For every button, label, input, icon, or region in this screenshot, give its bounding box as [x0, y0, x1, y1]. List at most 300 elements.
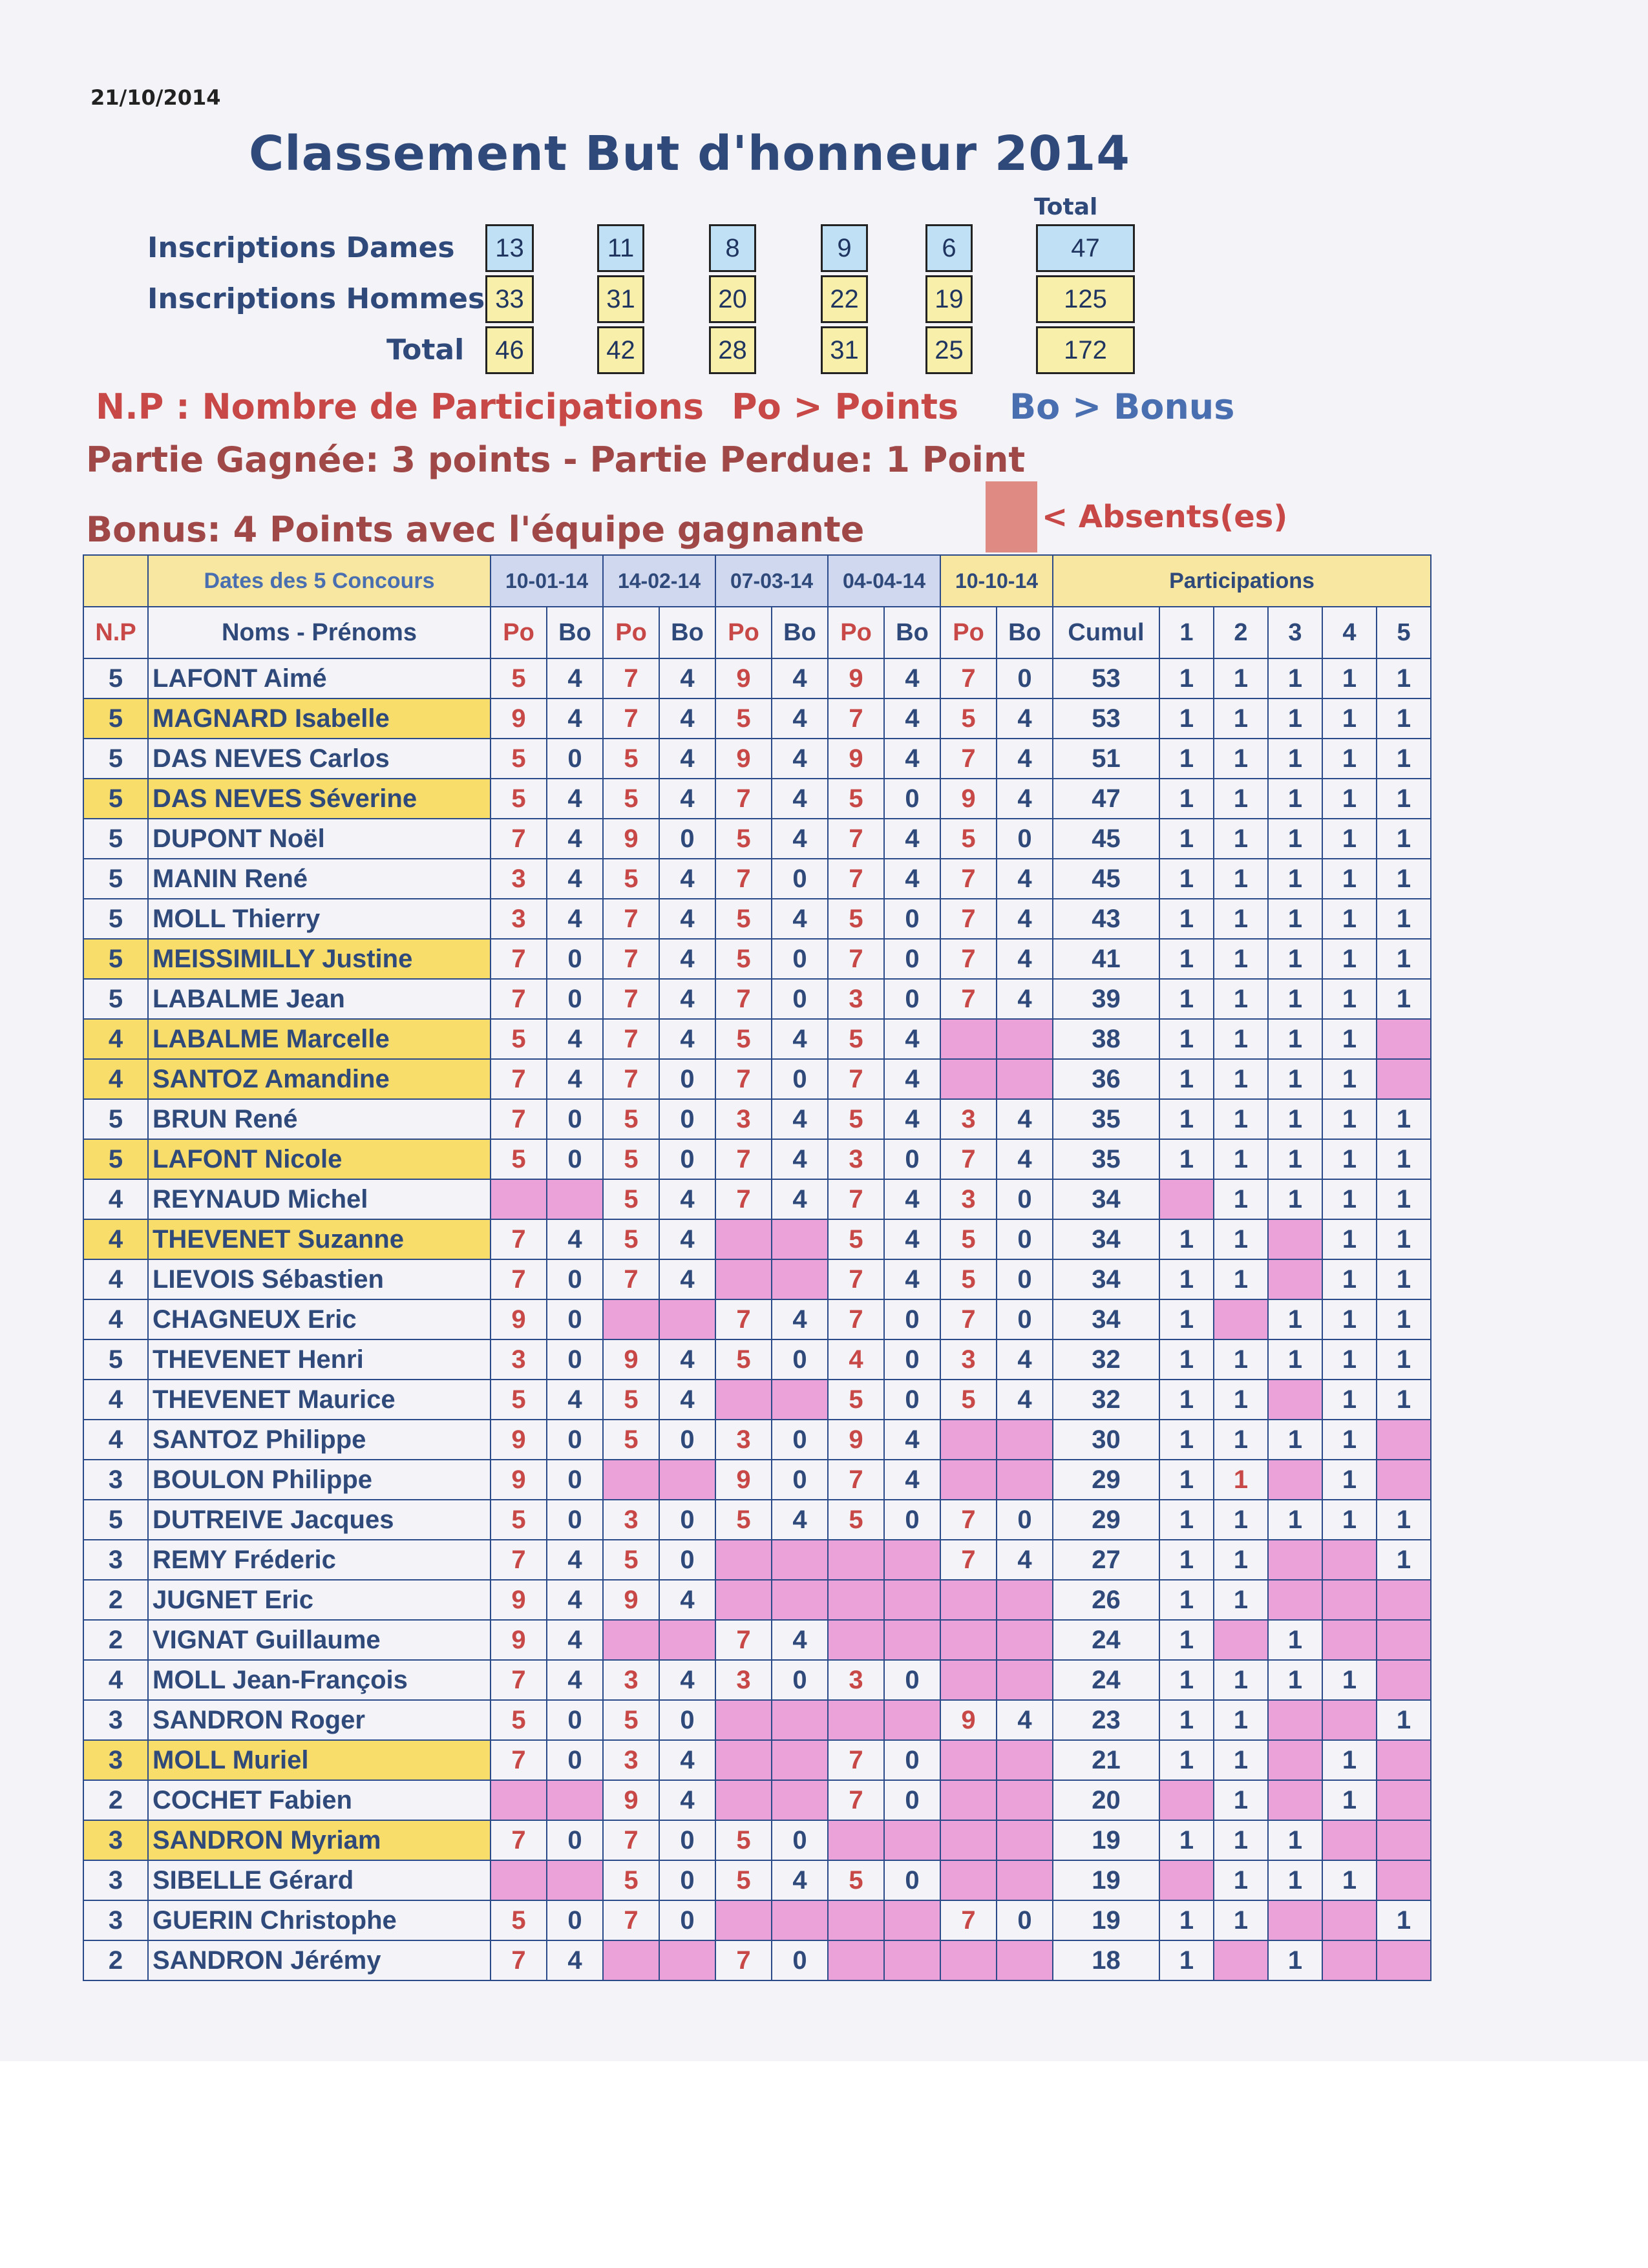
- bonus-cell: 0: [884, 979, 940, 1019]
- points-cell: 5: [828, 1380, 884, 1420]
- bonus-cell: 0: [547, 1420, 603, 1460]
- participation-cell: 1: [1214, 1179, 1268, 1219]
- points-cell: 5: [603, 779, 659, 819]
- col-part-4: 4: [1322, 607, 1377, 658]
- cumul-cell: 34: [1053, 1179, 1159, 1219]
- bonus-cell: 0: [772, 1940, 828, 1980]
- bonus-cell: 4: [547, 658, 603, 698]
- np-cell: 3: [83, 1900, 148, 1940]
- bonus-cell: 4: [884, 1259, 940, 1299]
- np-cell: 2: [83, 1620, 148, 1660]
- table-row: [83, 1259, 1431, 1299]
- name-cell: MOLL Muriel: [148, 1740, 491, 1780]
- bonus-cell: 4: [772, 819, 828, 859]
- label-total: Total: [386, 333, 465, 366]
- participation-cell: 1: [1159, 1019, 1214, 1059]
- absent-cell: [1377, 1740, 1431, 1780]
- participation-cell: 1: [1268, 1940, 1322, 1980]
- participation-cell: 1: [1377, 1900, 1431, 1940]
- points-cell: 5: [603, 1179, 659, 1219]
- table-row: [83, 1059, 1431, 1099]
- summary-box-totals-1: 46: [485, 326, 534, 374]
- legend-np: N.P : Nombre de Participations: [96, 386, 704, 427]
- col-part-1: 1: [1159, 607, 1214, 658]
- name-cell: VIGNAT Guillaume: [148, 1620, 491, 1660]
- absent-cell: [940, 1620, 997, 1660]
- participation-cell: 1: [1268, 1059, 1322, 1099]
- col-po: Po: [940, 607, 997, 658]
- bonus-cell: 4: [884, 698, 940, 739]
- points-cell: 3: [715, 1099, 772, 1139]
- table-row: [83, 1299, 1431, 1339]
- absent-cell: [491, 1780, 547, 1820]
- bonus-cell: 0: [547, 1099, 603, 1139]
- name-cell: DAS NEVES Carlos: [148, 739, 491, 779]
- participation-cell: 1: [1268, 939, 1322, 979]
- absent-cell: [1214, 1620, 1268, 1660]
- summary-box-totals-2: 42: [597, 326, 644, 374]
- table-row: [83, 698, 1431, 739]
- participation-cell: 1: [1159, 1059, 1214, 1099]
- participation-cell: 1: [1214, 979, 1268, 1019]
- legend-po: Po > Points: [732, 386, 959, 427]
- participation-cell: 1: [1159, 939, 1214, 979]
- col-part-5: 5: [1377, 607, 1431, 658]
- participation-cell: 1: [1159, 859, 1214, 899]
- bonus-cell: 0: [884, 1339, 940, 1380]
- np-cell: 4: [83, 1059, 148, 1099]
- table-row: [83, 1820, 1431, 1860]
- absent-cell: [940, 1940, 997, 1980]
- summary-grand-dames: 47: [1036, 224, 1135, 272]
- name-cell: MOLL Jean-François: [148, 1660, 491, 1700]
- bonus-cell: 4: [997, 698, 1053, 739]
- points-cell: 5: [603, 859, 659, 899]
- participation-cell: 1: [1214, 1580, 1268, 1620]
- participation-cell: 1: [1214, 739, 1268, 779]
- summary-grand-total: 172: [1036, 326, 1135, 374]
- absent-cell: [1268, 1780, 1322, 1820]
- participation-cell: 1: [1214, 1019, 1268, 1059]
- absent-cell: [1268, 1380, 1322, 1420]
- participation-cell: 1: [1268, 1099, 1322, 1139]
- table-row: [83, 859, 1431, 899]
- name-cell: LIEVOIS Sébastien: [148, 1259, 491, 1299]
- points-cell: 7: [491, 1259, 547, 1299]
- participation-cell: 1: [1377, 1299, 1431, 1339]
- absent-cell: [603, 1299, 659, 1339]
- participation-cell: 1: [1214, 1460, 1268, 1500]
- cumul-cell: 45: [1053, 819, 1159, 859]
- bonus-cell: 4: [997, 739, 1053, 779]
- absent-cell: [940, 1019, 997, 1059]
- participation-cell: 1: [1214, 1500, 1268, 1540]
- summary-box-hommes-1: 33: [485, 275, 534, 323]
- points-cell: 9: [603, 1780, 659, 1820]
- name-cell: JUGNET Eric: [148, 1580, 491, 1620]
- participation-cell: 1: [1322, 979, 1377, 1019]
- absent-cell: [828, 1940, 884, 1980]
- points-cell: 5: [603, 1380, 659, 1420]
- cumul-cell: 32: [1053, 1380, 1159, 1420]
- absent-cell: [940, 1660, 997, 1700]
- bonus-cell: 4: [659, 1259, 715, 1299]
- absent-cell: [1268, 1740, 1322, 1780]
- points-cell: 7: [715, 779, 772, 819]
- bonus-cell: 4: [547, 1540, 603, 1580]
- bonus-cell: 4: [884, 739, 940, 779]
- bonus-cell: 4: [547, 698, 603, 739]
- absent-cell: [828, 1580, 884, 1620]
- participation-cell: 1: [1322, 1099, 1377, 1139]
- bonus-cell: 0: [547, 979, 603, 1019]
- name-cell: DUTREIVE Jacques: [148, 1500, 491, 1540]
- absent-cell: [1377, 1019, 1431, 1059]
- points-cell: 7: [940, 1540, 997, 1580]
- absent-cell: [940, 1580, 997, 1620]
- absent-cell: [884, 1900, 940, 1940]
- table-row: [83, 1700, 1431, 1740]
- summary-box-dames-5: 6: [925, 224, 973, 272]
- np-cell: 3: [83, 1820, 148, 1860]
- points-cell: 7: [940, 899, 997, 939]
- participation-cell: 1: [1268, 1660, 1322, 1700]
- absent-cell: [1377, 1860, 1431, 1900]
- col-bo: Bo: [997, 607, 1053, 658]
- np-cell: 5: [83, 899, 148, 939]
- absent-cell: [1322, 1900, 1377, 1940]
- bonus-cell: 4: [659, 658, 715, 698]
- absent-cell: [1377, 1580, 1431, 1620]
- np-cell: 3: [83, 1860, 148, 1900]
- points-cell: 7: [491, 1740, 547, 1780]
- points-cell: 7: [715, 1059, 772, 1099]
- participation-cell: 1: [1268, 1420, 1322, 1460]
- participation-cell: 1: [1268, 1860, 1322, 1900]
- cumul-cell: 35: [1053, 1139, 1159, 1179]
- bonus-cell: 0: [659, 1099, 715, 1139]
- absent-cell: [603, 1940, 659, 1980]
- cumul-cell: 30: [1053, 1420, 1159, 1460]
- bonus-cell: 4: [997, 1099, 1053, 1139]
- np-cell: 5: [83, 1339, 148, 1380]
- np-cell: 5: [83, 779, 148, 819]
- points-cell: 5: [715, 698, 772, 739]
- points-cell: 9: [491, 1460, 547, 1500]
- points-cell: 5: [491, 1900, 547, 1940]
- name-cell: GUERIN Christophe: [148, 1900, 491, 1940]
- label-hommes: Inscriptions Hommes: [147, 282, 485, 315]
- table-row: [83, 1580, 1431, 1620]
- np-cell: 2: [83, 1780, 148, 1820]
- table-row: [83, 979, 1431, 1019]
- np-cell: 3: [83, 1460, 148, 1500]
- participation-cell: 1: [1159, 1460, 1214, 1500]
- cumul-cell: 19: [1053, 1820, 1159, 1860]
- absent-cell: [828, 1620, 884, 1660]
- participation-cell: 1: [1159, 1900, 1214, 1940]
- participation-cell: 1: [1268, 1500, 1322, 1540]
- points-cell: 7: [491, 1820, 547, 1860]
- bonus-cell: 4: [997, 939, 1053, 979]
- bonus-cell: 4: [772, 1620, 828, 1660]
- points-cell: 7: [715, 859, 772, 899]
- participation-cell: 1: [1214, 1099, 1268, 1139]
- summary-box-hommes-2: 31: [597, 275, 644, 323]
- points-cell: 5: [828, 1019, 884, 1059]
- name-cell: MAGNARD Isabelle: [148, 698, 491, 739]
- participation-cell: 1: [1159, 899, 1214, 939]
- points-cell: 7: [491, 1660, 547, 1700]
- points-cell: 7: [828, 1179, 884, 1219]
- table-row: [83, 1740, 1431, 1780]
- bonus-cell: 0: [772, 979, 828, 1019]
- points-cell: 7: [828, 1059, 884, 1099]
- bonus-cell: 0: [547, 939, 603, 979]
- participation-cell: 1: [1322, 1259, 1377, 1299]
- col-bo: Bo: [547, 607, 603, 658]
- bonus-cell: 4: [772, 1179, 828, 1219]
- name-cell: BOULON Philippe: [148, 1460, 491, 1500]
- name-cell: DAS NEVES Séverine: [148, 779, 491, 819]
- absent-cell: [1268, 1219, 1322, 1259]
- points-cell: 7: [715, 1940, 772, 1980]
- points-cell: 7: [603, 979, 659, 1019]
- points-cell: 9: [828, 739, 884, 779]
- participation-cell: 1: [1322, 1339, 1377, 1380]
- bonus-cell: 0: [997, 1259, 1053, 1299]
- absent-cell: [1377, 1420, 1431, 1460]
- absent-cell: [772, 1580, 828, 1620]
- bonus-cell: 0: [772, 1660, 828, 1700]
- absent-cell: [772, 1380, 828, 1420]
- np-cell: 4: [83, 1420, 148, 1460]
- cumul-cell: 19: [1053, 1900, 1159, 1940]
- cumul-cell: 36: [1053, 1059, 1159, 1099]
- participations-label: Participations: [1053, 555, 1431, 607]
- points-cell: 7: [828, 819, 884, 859]
- bonus-cell: 0: [547, 1900, 603, 1940]
- participation-cell: 1: [1322, 939, 1377, 979]
- absent-cell: [715, 1540, 772, 1580]
- cumul-cell: 39: [1053, 979, 1159, 1019]
- bonus-cell: 4: [659, 1580, 715, 1620]
- bonus-cell: 0: [547, 1460, 603, 1500]
- points-cell: 3: [715, 1420, 772, 1460]
- bonus-cell: 0: [659, 1540, 715, 1580]
- col-bo: Bo: [884, 607, 940, 658]
- points-cell: 5: [491, 658, 547, 698]
- points-cell: 9: [828, 1420, 884, 1460]
- absent-cell: [1322, 1620, 1377, 1660]
- absent-cell: [715, 1259, 772, 1299]
- np-cell: 4: [83, 1660, 148, 1700]
- points-cell: 7: [491, 979, 547, 1019]
- table-row: [83, 779, 1431, 819]
- bonus-cell: 0: [547, 1820, 603, 1860]
- points-cell: 7: [940, 658, 997, 698]
- absent-cell: [772, 1259, 828, 1299]
- name-cell: REMY Fréderic: [148, 1540, 491, 1580]
- bonus-cell: 0: [547, 1500, 603, 1540]
- participation-cell: 1: [1159, 819, 1214, 859]
- absent-cell: [940, 1820, 997, 1860]
- col-np: N.P: [83, 607, 148, 658]
- absent-cell: [1268, 1540, 1322, 1580]
- table-row: [83, 1139, 1431, 1179]
- bonus-cell: 0: [547, 739, 603, 779]
- bonus-cell: 4: [884, 1059, 940, 1099]
- legend-absent: < Absents(es): [1042, 499, 1288, 535]
- absent-cell: [772, 1780, 828, 1820]
- table-row: [83, 1660, 1431, 1700]
- points-cell: 7: [940, 859, 997, 899]
- absent-cell: [884, 1620, 940, 1660]
- absent-cell: [828, 1700, 884, 1740]
- cumul-cell: 47: [1053, 779, 1159, 819]
- col-po: Po: [715, 607, 772, 658]
- points-cell: 5: [828, 779, 884, 819]
- points-cell: 3: [715, 1660, 772, 1700]
- bonus-cell: 4: [884, 819, 940, 859]
- absent-cell: [997, 1940, 1053, 1980]
- points-cell: 5: [603, 1219, 659, 1259]
- participation-cell: 1: [1377, 1139, 1431, 1179]
- name-cell: THEVENET Henri: [148, 1339, 491, 1380]
- table-row: [83, 1179, 1431, 1219]
- date-5: 10-10-14: [940, 555, 1053, 607]
- participation-cell: 1: [1322, 1460, 1377, 1500]
- points-cell: 7: [828, 1780, 884, 1820]
- participation-cell: 1: [1322, 819, 1377, 859]
- points-cell: 5: [715, 1500, 772, 1540]
- absent-cell: [1268, 1259, 1322, 1299]
- table-row: [83, 1900, 1431, 1940]
- absent-cell: [997, 1740, 1053, 1780]
- table-row: [83, 1339, 1431, 1380]
- points-cell: 7: [940, 939, 997, 979]
- absent-cell: [1322, 1940, 1377, 1980]
- name-cell: SANTOZ Amandine: [148, 1059, 491, 1099]
- points-cell: 3: [491, 899, 547, 939]
- points-cell: 5: [940, 698, 997, 739]
- bonus-cell: 4: [884, 1019, 940, 1059]
- points-cell: 3: [940, 1099, 997, 1139]
- points-cell: 7: [603, 1259, 659, 1299]
- points-cell: 3: [828, 979, 884, 1019]
- table-row: [83, 899, 1431, 939]
- participation-cell: 1: [1268, 779, 1322, 819]
- points-cell: 9: [828, 658, 884, 698]
- table-row: [83, 1099, 1431, 1139]
- points-cell: 7: [491, 819, 547, 859]
- col-bo: Bo: [659, 607, 715, 658]
- table-header-columns: [83, 607, 1431, 658]
- cumul-cell: 38: [1053, 1019, 1159, 1059]
- bonus-cell: 0: [997, 1179, 1053, 1219]
- bonus-cell: 0: [997, 819, 1053, 859]
- absent-cell: [547, 1780, 603, 1820]
- participation-cell: 1: [1268, 899, 1322, 939]
- points-cell: 7: [828, 859, 884, 899]
- participation-cell: 1: [1322, 779, 1377, 819]
- bonus-cell: 4: [547, 1059, 603, 1099]
- np-cell: 5: [83, 698, 148, 739]
- participation-cell: 1: [1268, 1139, 1322, 1179]
- points-cell: 7: [715, 1139, 772, 1179]
- bonus-cell: 0: [772, 1339, 828, 1380]
- bonus-cell: 4: [659, 1179, 715, 1219]
- bonus-cell: 4: [659, 739, 715, 779]
- bonus-cell: 4: [547, 1219, 603, 1259]
- participation-cell: 1: [1214, 779, 1268, 819]
- points-cell: 5: [715, 1820, 772, 1860]
- participation-cell: 1: [1214, 899, 1268, 939]
- participation-cell: 1: [1377, 1259, 1431, 1299]
- participation-cell: 1: [1214, 1219, 1268, 1259]
- bonus-cell: 4: [547, 819, 603, 859]
- absent-cell: [715, 1700, 772, 1740]
- summary-box-totals-5: 25: [925, 326, 973, 374]
- participation-cell: 1: [1322, 1139, 1377, 1179]
- rule-bonus: Bonus: 4 Points avec l'équipe gagnante: [86, 509, 865, 550]
- participation-cell: 1: [1268, 1179, 1322, 1219]
- name-cell: LAFONT Aimé: [148, 658, 491, 698]
- summary-box-totals-3: 28: [709, 326, 756, 374]
- table-row: [83, 1420, 1431, 1460]
- absent-cell: [997, 1780, 1053, 1820]
- points-cell: 5: [715, 819, 772, 859]
- participation-cell: 1: [1159, 1299, 1214, 1339]
- bonus-cell: 4: [659, 899, 715, 939]
- cumul-cell: 20: [1053, 1780, 1159, 1820]
- summary-box-hommes-3: 20: [709, 275, 756, 323]
- points-cell: 5: [491, 739, 547, 779]
- np-cell: 5: [83, 819, 148, 859]
- bonus-cell: 4: [659, 939, 715, 979]
- bonus-cell: 4: [659, 979, 715, 1019]
- summary-box-totals-4: 31: [821, 326, 868, 374]
- cumul-cell: 18: [1053, 1940, 1159, 1980]
- bonus-cell: 4: [997, 859, 1053, 899]
- points-cell: 5: [603, 1540, 659, 1580]
- bonus-cell: 4: [659, 859, 715, 899]
- cumul-cell: 29: [1053, 1500, 1159, 1540]
- table-header-dates: [83, 555, 1431, 607]
- table-row: [83, 1940, 1431, 1980]
- bonus-cell: 0: [884, 939, 940, 979]
- absent-cell: [1377, 1780, 1431, 1820]
- bonus-cell: 0: [547, 1740, 603, 1780]
- participation-cell: 1: [1377, 899, 1431, 939]
- participation-cell: 1: [1322, 658, 1377, 698]
- points-cell: 3: [491, 859, 547, 899]
- participation-cell: 1: [1322, 1380, 1377, 1420]
- participation-cell: 1: [1268, 819, 1322, 859]
- name-cell: DUPONT Noël: [148, 819, 491, 859]
- absent-cell: [772, 1700, 828, 1740]
- participation-cell: 1: [1159, 698, 1214, 739]
- table-row: [83, 1500, 1431, 1540]
- points-cell: 5: [828, 1099, 884, 1139]
- participation-cell: 1: [1377, 739, 1431, 779]
- participation-cell: 1: [1214, 1420, 1268, 1460]
- points-cell: 7: [491, 1099, 547, 1139]
- absent-cell: [1159, 1860, 1214, 1900]
- participation-cell: 1: [1159, 1620, 1214, 1660]
- absent-cell: [997, 1620, 1053, 1660]
- cumul-cell: 21: [1053, 1740, 1159, 1780]
